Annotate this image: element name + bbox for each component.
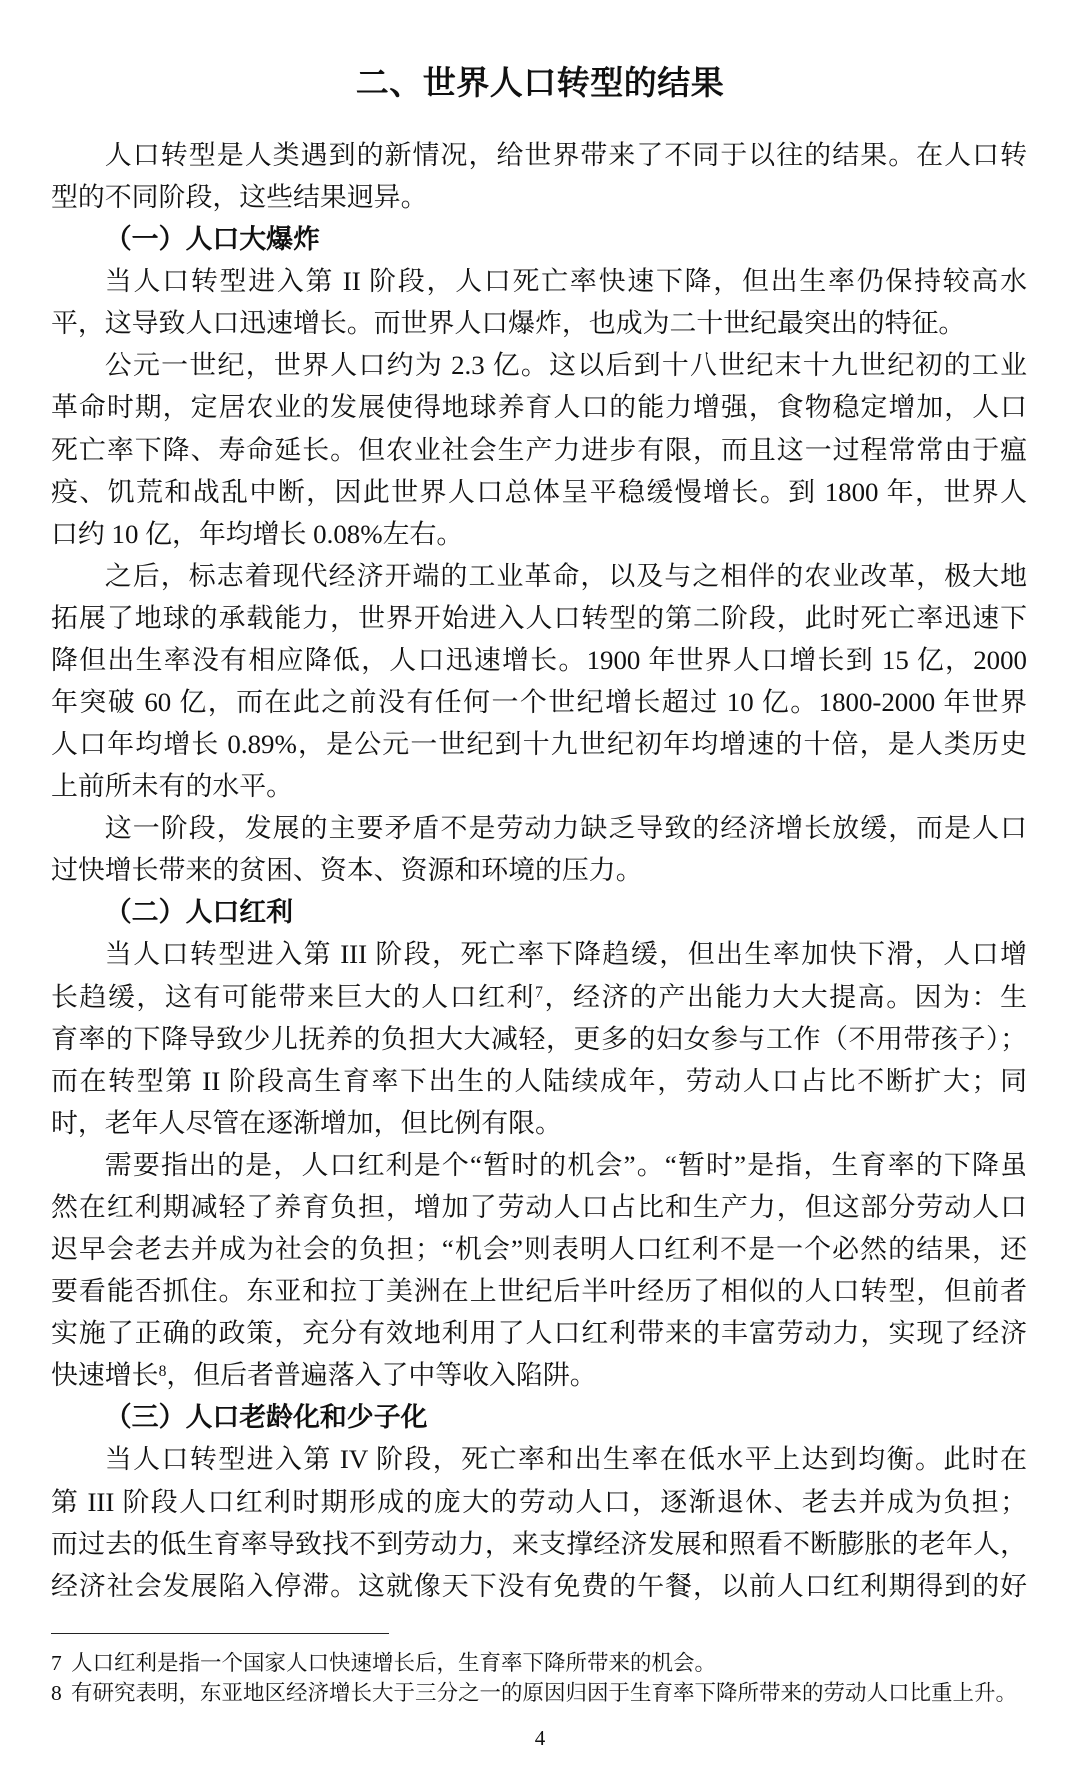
body-line: 平，这导致人口迅速增长。而世界人口爆炸，也成为二十世纪最突出的特征。 [51, 308, 966, 339]
footnote-divider [51, 1633, 389, 1634]
footnote-number: 8 [51, 1681, 62, 1705]
body-line: 死亡率下降、寿命延长。但农业社会生产力进步有限，而且这一过程常常由于瘟 [51, 434, 1027, 465]
section-heading: （二）人口红利 [104, 897, 294, 928]
paragraph [51, 1144, 1027, 1396]
paragraph [51, 260, 1027, 344]
intro-paragraph [51, 134, 1027, 218]
body-line: 之后，标志着现代经济开端的工业革命，以及与之相伴的农业改革，极大地 [104, 560, 1027, 591]
body-line: 育率的下降导致少儿抚养的负担大大减轻，更多的妇女参与工作（不用带孩子）； [51, 1023, 1027, 1054]
body-line: 上前所未有的水平。 [51, 771, 294, 802]
paragraph [51, 1438, 1027, 1606]
body-line: 实施了正确的政策，充分有效地利用了人口红利带来的丰富劳动力，实现了经济 [51, 1318, 1027, 1349]
body-line: 经济社会发展陷入停滞。这就像天下没有免费的午餐，以前人口红利期得到的好 [51, 1570, 1027, 1601]
line-text: ，经济的产出能力大大提高。因为：生 [542, 981, 1028, 1012]
page-number: 4 [534, 1726, 546, 1750]
body-line: 口约 10 亿，年均增长 0.08%左右。 [51, 518, 464, 549]
body-line: 公元一世纪，世界人口约为 2.3 亿。这以后到十八世纪末十九世纪初的工业 [104, 350, 1027, 381]
footnote-8 [51, 1678, 1027, 1708]
section-heading: （一）人口大爆炸 [104, 224, 320, 255]
paragraph [51, 933, 1027, 1143]
body-line: 然在红利期减轻了养育负担，增加了劳动人口占比和生产力，但这部分劳动人口 [51, 1191, 1027, 1222]
footnote-7 [51, 1648, 1027, 1678]
body-line: 需要指出的是，人口红利是个“暂时的机会”。“暂时”是指，生育率的下降虽 [104, 1149, 1027, 1180]
footnote-number: 7 [51, 1651, 62, 1675]
line-text: ，但后者普遍落入了中等收入陷阱。 [166, 1360, 597, 1391]
footnote-ref-7: 7 [535, 983, 543, 1001]
body-line: 第 III 阶段人口红利时期形成的庞大的劳动人口，逐渐退休、老去并成为负担； [51, 1486, 1027, 1517]
body-line: 型的不同阶段，这些结果迥异。 [51, 182, 428, 213]
body-line: 而在转型第 II 阶段高生育率下出生的人陆续成年，劳动人口占比不断扩大；同 [51, 1065, 1027, 1096]
body-line: 年突破 60 亿，而在此之前没有任何一个世纪增长超过 10 亿。1800-2000 年世界 [51, 687, 1027, 718]
body-line: 降但出生率没有相应降低，人口迅速增长。1900 年世界人口增长到 15 亿，2000 [51, 644, 1027, 675]
section-population-explosion [51, 218, 1027, 891]
section-heading: （三）人口老龄化和少子化 [104, 1402, 428, 1433]
body-line: 而过去的低生育率导致找不到劳动力，来支撑经济发展和照看不断膨胀的老年人， [51, 1528, 1027, 1559]
paragraph [51, 807, 1027, 891]
body-line: 当人口转型进入第 II 阶段，人口死亡率快速下降，但出生率仍保持较高水 [104, 266, 1027, 297]
body-line: 人口年均增长 0.89%，是公元一世纪到十九世纪初年均增速的十倍，是人类历史 [51, 729, 1027, 760]
body-text [51, 134, 1027, 1607]
body-line: 要看能否抓住。东亚和拉丁美洲在上世纪后半叶经历了相似的人口转型，但前者 [51, 1276, 1027, 1307]
body-line [51, 1354, 1027, 1396]
body-line: 迟早会老去并成为社会的负担；“机会”则表明人口红利不是一个必然的结果，还 [51, 1234, 1027, 1265]
body-line: 当人口转型进入第 IV 阶段，死亡率和出生率在低水平上达到均衡。此时在 [104, 1444, 1027, 1475]
body-line: 疫、饥荒和战乱中断，因此世界人口总体呈平稳缓慢增长。到 1800 年，世界人 [51, 476, 1027, 507]
body-line: 过快增长带来的贫困、资本、资源和环境的压力。 [51, 855, 643, 886]
line-text: 快速增长 [51, 1360, 159, 1391]
body-line: 拓展了地球的承载能力，世界开始进入人口转型的第二阶段，此时死亡率迅速下 [51, 602, 1027, 633]
body-line: 时，老年人尽管在逐渐增加，但比例有限。 [51, 1107, 562, 1138]
section-demographic-dividend [51, 891, 1027, 1396]
footnote-ref-8: 8 [158, 1362, 167, 1380]
body-line: 革命时期，定居农业的发展使得地球养育人口的能力增强，食物稳定增加，人口 [51, 392, 1027, 423]
body-line: 这一阶段，发展的主要矛盾不是劳动力缺乏导致的经济增长放缓，而是人口 [104, 813, 1027, 844]
paragraph [51, 344, 1027, 554]
footnote-text: 有研究表明，东亚地区经济增长大于三分之一的原因归因于生育率下降所带来的劳动人口比重上升。 [71, 1681, 1018, 1705]
section-aging-low-fertility [51, 1396, 1027, 1606]
footnotes [51, 1648, 1027, 1708]
body-line: 当人口转型进入第 III 阶段，死亡率下降趋缓，但出生率加快下滑，人口增 [104, 939, 1027, 970]
body-line [51, 976, 1027, 1018]
footnote-text: 人口红利是指一个国家人口快速增长后，生育率下降所带来的机会。 [71, 1651, 717, 1675]
body-line: 人口转型是人类遇到的新情况，给世界带来了不同于以往的结果。在人口转 [104, 140, 1027, 170]
paragraph [51, 555, 1027, 807]
line-text: 长趋缓，这有可能带来巨大的人口红利 [51, 981, 536, 1012]
page-title: 二、世界人口转型的结果 [355, 66, 725, 102]
